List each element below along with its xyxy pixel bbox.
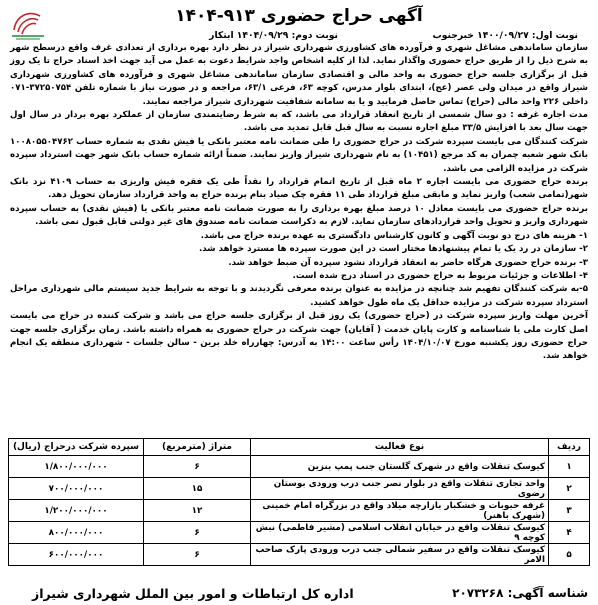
second-publication: نوبت دوم: ۱۴۰۴/۰۹/۲۹ ابتکار xyxy=(209,30,338,41)
table-row xyxy=(9,522,590,544)
header-activity-type: نوع فعالیت xyxy=(251,439,549,456)
deposit: ۱/۲۰۰/۰۰۰/۰۰۰ xyxy=(9,500,144,522)
body-paragraph: مدت اجاره غرفه : دو سال شمسی از تاریخ انعقاد قرارداد می باشد، که به شرط رضایتمندی سازمان از عملکرد بهره بردار در سال اول جهت سال بعد با افزایش ۳۳/۵ مبلغ اجاره نسبت به سال قبل قابل تمدید می باشد. xyxy=(10,110,588,134)
area: ۶ xyxy=(144,456,251,478)
table-row xyxy=(9,456,590,478)
body-paragraph: برنده حراج حضوری می بایست معادل ۱۰ درصد مبلغ بهره برداری را به صورت ضمانت نامه معتبر بانکی یا (فیش نقدی) به حساب سپرده شهرداری واریز و تحویل واحد قراردادهای سازمان نماید. لازم به ذکراست ضمانت نامه صندوق های غیر دولتی قابل قبول نمی باشد. xyxy=(10,203,588,228)
activity-type: کیوسک تنقلات واقع در خیابان انقلاب اسلامی (مشیر فاطمی) نبش کوچه ۹ xyxy=(251,522,549,544)
ad-body xyxy=(10,42,588,364)
table-header-row xyxy=(9,439,590,456)
ad-title: آگهی حراج حضوری ۹۱۳-۱۴۰۴ xyxy=(175,6,423,26)
condition-item: ۳- برنده حراج حضوری هرگاه حاضر به انعقاد قرارداد نشود سپرده آن ضبط خواهد شد. xyxy=(228,257,588,268)
activity-type: کیوسک تنقلات واقع در شهرک گلستان جنب پمپ بنزین xyxy=(251,456,549,478)
row-number: ۲ xyxy=(549,478,590,500)
row-number: ۱ xyxy=(549,456,590,478)
table-row xyxy=(9,544,590,566)
body-paragraph: برنده حراج حضوری می بایست اجاره ۲ ماه قبل از تاریخ اتمام قرارداد را نقداً طی یک فقره فیش واریزی به حساب ۴۱۰۹ نزد بانک شهر(تمامی شعب) واریز نماید و مابقی مبلغ قرارداد طی ۱۱ فقره چک صیاد بنام برنده حراج به واحد قرارداد سازمان تحویل دهد. xyxy=(10,177,588,201)
booths-table xyxy=(8,438,590,566)
condition-item: ۲- سازمان در رد یک یا تمام پیشنهادها مختار است در این صورت سپرده ها مسترد خواهد شد. xyxy=(198,244,588,255)
body-paragraph: شرکت کنندگان می بایست سپرده شرکت در حراج حضوری را طی ضمانت نامه معتبر بانکی یا فیش نقدی به شماره حساب ۱۰۰۸۰۵۵۰۴۷۶۲ بانک شهر شعبه چمران به کد مرجع (۱۰۴۵۱) به نام شهرداری شیراز واریز نمایند. ضمناً ارائه شماره حساب بانک شهر جهت استرداد سپرده شرکت در مزایده الزامی می باشد. xyxy=(10,136,588,174)
body-paragraph: آخرین مهلت واریز سپرده شرکت در (حراج حضوری) یک روز قبل از برگزاری جلسه حراج می باشد و شرکت کننده در حراج می بایست اصل کارت ملی یا شناسنامه و کارت پایان خدمت ( آقایان) جهت شرکت در حراج حضوری به همراه داشته باشد. زمان برگزاری جلسه جهت حراج حضوری روز یکشنبه مورخ ۱۴۰۴/۱۰/۰۷ رأس ساعت ۱۴:۰۰ به آدرس: چهارراه خلد برین - سالن جلسات - شهرداری منطقه یک انجام خواهد شد. xyxy=(10,311,588,362)
condition-item: ۴- اطلاعات و جزئیات مربوط به حراج حضوری در اسناد درج شده است. xyxy=(292,270,588,281)
area: ۱۲ xyxy=(144,500,251,522)
row-number: ۵ xyxy=(549,544,590,566)
condition-item: ۱- هزینه های درج دو نوبت آگهی و کانون کارشناس دادگستری به عهده برنده حراج می باشد. xyxy=(200,230,588,241)
header-row-number: ردیف xyxy=(549,439,590,456)
table-row xyxy=(9,500,590,522)
row-number: ۳ xyxy=(549,500,590,522)
deposit: ۶۰۰/۰۰۰/۰۰۰ xyxy=(9,544,144,566)
header-area: متراژ (مترمربع) xyxy=(144,439,251,456)
area: ۶ xyxy=(144,522,251,544)
activity-type: واحد تجاری تنقلات واقع در بلوار نصر جنب درب ورودی بوستان رضوی xyxy=(251,478,549,500)
deposit: ۷۰۰/۰۰۰/۰۰۰ xyxy=(9,478,144,500)
first-publication: نوبت اول: ۱۴۰۰/۰۹/۲۷ خبرجنوب xyxy=(432,30,578,41)
activity-type: غرفه حبوبات و خشکبار بازارچه میلاد واقع در بزرگراه امام خمینی (شهرک باهنر) xyxy=(251,500,549,522)
deposit: ۱/۸۰۰/۰۰۰/۰۰۰ xyxy=(9,456,144,478)
issuing-office: اداره کل ارتباطات و امور بین الملل شهرداری شیراز xyxy=(32,586,354,601)
area: ۱۵ xyxy=(144,478,251,500)
ad-id: شناسه آگهی: ۲۰۷۳۲۶۸ xyxy=(452,586,588,600)
activity-type: کیوسک تنقلات واقع در سفیر شمالی جنب درب ورودی پارک صاحب الامر xyxy=(251,544,549,566)
header-deposit: سپرده شرکت درحراج (ریال) xyxy=(9,439,144,456)
body-paragraph: سازمان ساماندهی مشاغل شهری و فرآورده های کشاورزی شهرداری شیراز در نظر دارد بهره برداری از تعدادی غرف واقع درسطح شهر به شرح ذیل را از طریق حراج حضوری واگذار نماید. لذا از کلیه اشخاص واجد شرایط دعوت به عمل می آید جهت اخذ اسناد حراج تا یک روز قبل از برگزاری جلسه حراج حضوری به واحد مالی و اقتصادی سازمان ساماندهی مشاغل شهری و فرآورده های کشاورزی شهرداری شیراز واقع در میدان ولی عصر (عج)، ابتدای بلوار مدرس، کوچه ۶۳، فرعی ۶۳/۱، مراجعه و در صورت نیاز با شماره تلفن ۳۷۲۵۰۷۵۴-۰۷۱ داخلی ۲۲۶ واحد مالی (حراج) تماس حاصل فرمایید و یا به سامانه شفافیت شهرداری شیراز مراجعه نمایند. xyxy=(10,43,588,107)
table-row xyxy=(9,478,590,500)
row-number: ۴ xyxy=(549,522,590,544)
deposit: ۸۰۰/۰۰۰/۰۰۰ xyxy=(9,522,144,544)
area: ۶ xyxy=(144,544,251,566)
condition-item: ۵-به شرکت کنندگان تفهیم شد چنانچه در مزایده به عنوان برنده معرفی نگردیدند و با توجه به شرایط جدید سیستم مالی شهرداری مراحل استرداد سپرده شرکت در مزایده حداقل یک ماه طول خواهد کشید. xyxy=(10,284,588,308)
